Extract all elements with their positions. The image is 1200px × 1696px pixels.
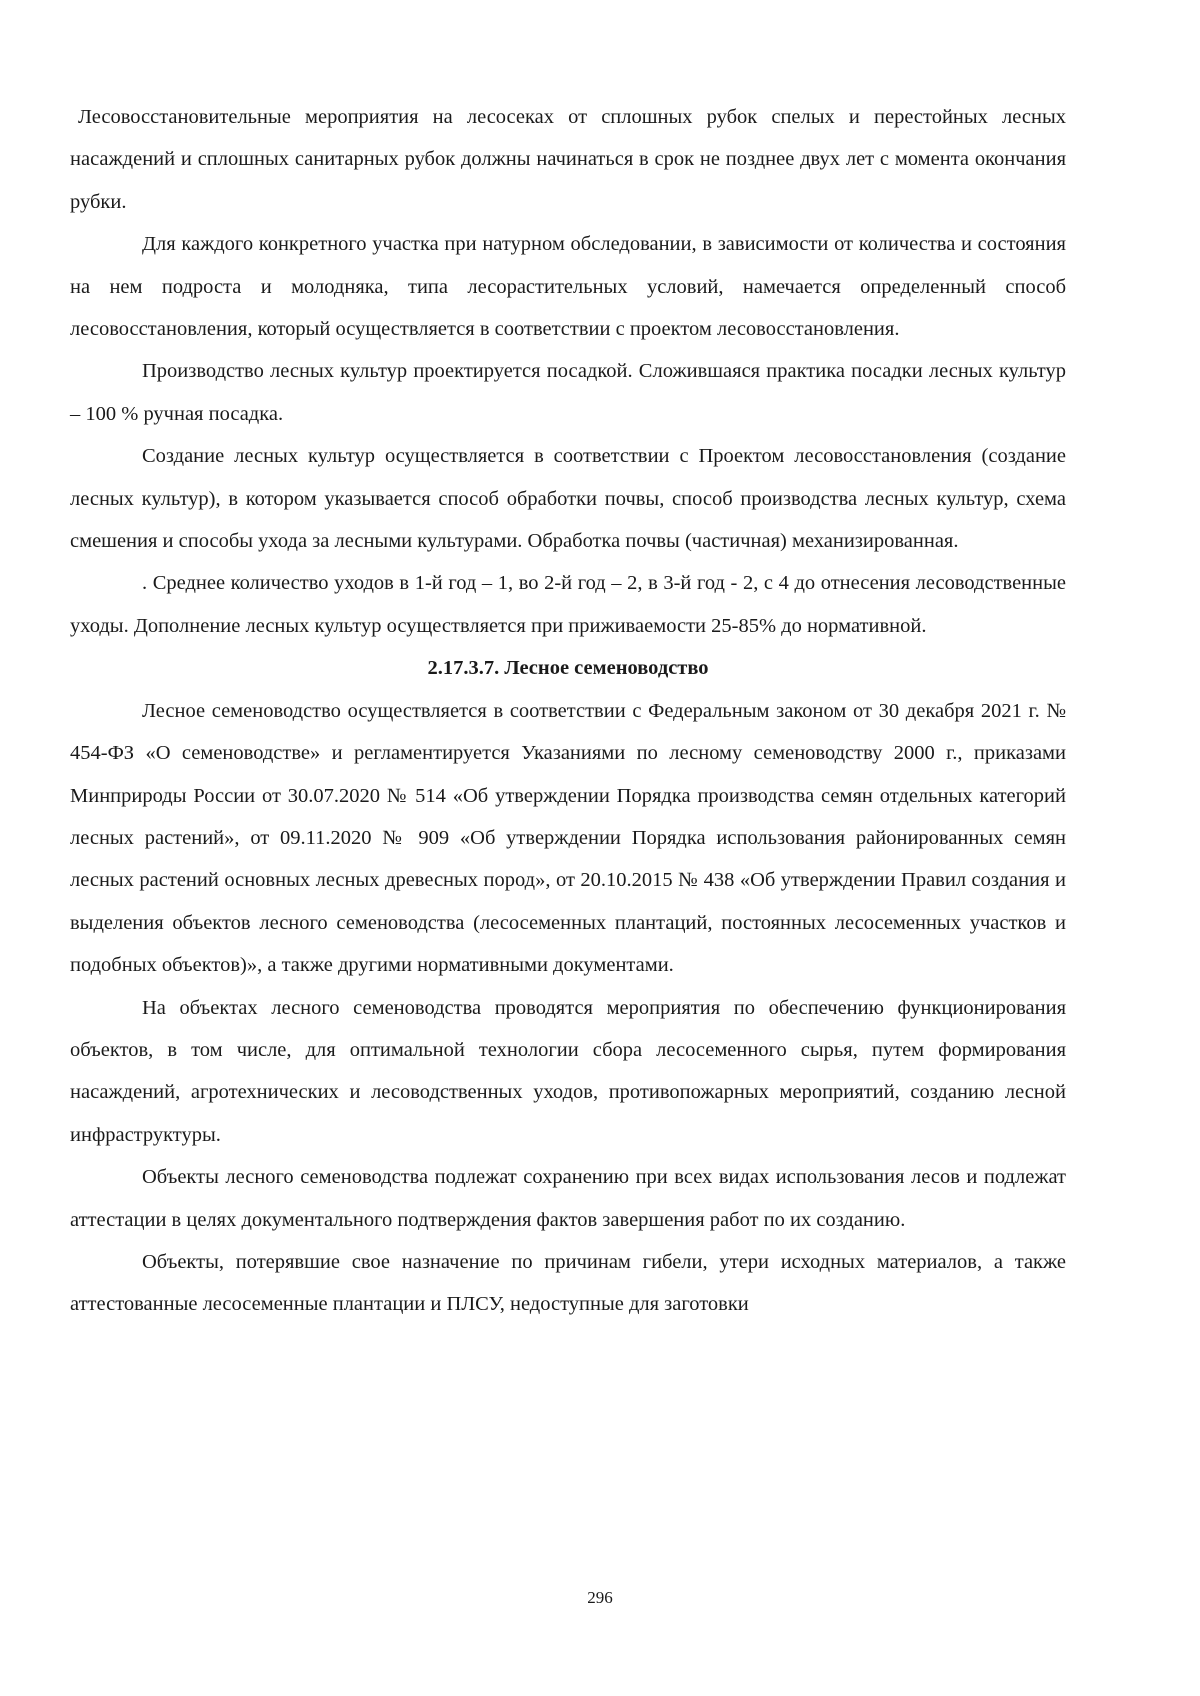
paragraph-forest-cultures: Создание лесных культур осуществляется в соответствии с Проектом лесовосстановления (создание лесных культур), в котором указывается способ обработки почвы, способ производства лесных культур, схема смешения и способы ухода за лесными культурами. Обработка почвы (частичная) механизированная. bbox=[70, 445, 1066, 553]
paragraph-planting: Производство лесных культур проектируется посадкой. Сложившаяся практика посадки лесных культур – 100 % ручная посадка. bbox=[70, 360, 1066, 425]
paragraph-reforestation-timing: Лесовосстановительные мероприятия на лесосеках от сплошных рубок спелых и перестойных лесных насаждений и сплошных санитарных рубок должны начинаться в срок не позднее двух лет с момента окончания рубки. bbox=[70, 106, 1066, 213]
paragraph-seed-objects-measures: На объектах лесного семеноводства проводятся мероприятия по обеспечению функционирования объектов, в том числе, для оптимальной технологии сбора лесосеменного сырья, путем формирования насаждений, агротехнических и лесоводственных уходов, противопожарных мероприятий, созданию лесной инфраструктуры. bbox=[70, 996, 1066, 1146]
paragraph-reforestation-method: Для каждого конкретного участка при натурном обследовании, в зависимости от количества и состояния на нем подроста и молодняка, типа лесорастительных условий, намечается определенный способ лесовосстановления, который осуществляется в соответствии с проектом лесовосстановления. bbox=[70, 233, 1066, 341]
page-number: 296 bbox=[587, 1588, 613, 1607]
paragraph-seed-legislation: Лесное семеноводство осуществляется в соответствии с Федеральным законом от 30 декабря 2021 г. № 454-ФЗ «О семеноводстве» и регламентируется Указаниями по лесному семеноводству 2000 г., приказами Минприроды России от 30.07.2020 № 514 «Об утверждении Порядка производства семян отдельных категорий лесных растений», от 09.11.2020 № 909 «Об утверждении Порядка использования районированных семян лесных растений основных лесных древесных пород», от 20.10.2015 № 438 «Об утверждении Правил создания и выделения объектов лесного семеноводства (лесосеменных плантаций, постоянных лесосеменных участков и подобных объектов)», а также другими нормативными документами. bbox=[70, 699, 1066, 977]
section-heading: 2.17.3.7. Лесное семеноводство bbox=[427, 657, 709, 680]
paragraph-care-count: . Среднее количество уходов в 1-й год – 1, во 2-й год – 2, в 3-й год - 2, с 4 до отнесения лесоводственные уходы. Дополнение лесных культур осуществляется при приживаемости 25-85% до нормативной. bbox=[70, 572, 1066, 637]
paragraph-seed-objects-lost: Объекты, потерявшие свое назначение по причинам гибели, утери исходных материалов, а также аттестованные лесосеменные плантации и ПЛСУ, недоступные для заготовки bbox=[70, 1250, 1066, 1316]
paragraph-seed-objects-preservation: Объекты лесного семеноводства подлежат сохранению при всех видах использования лесов и подлежат аттестации в целях документального подтверждения фактов завершения работ по их созданию. bbox=[70, 1166, 1066, 1231]
document-body bbox=[70, 96, 1066, 1326]
